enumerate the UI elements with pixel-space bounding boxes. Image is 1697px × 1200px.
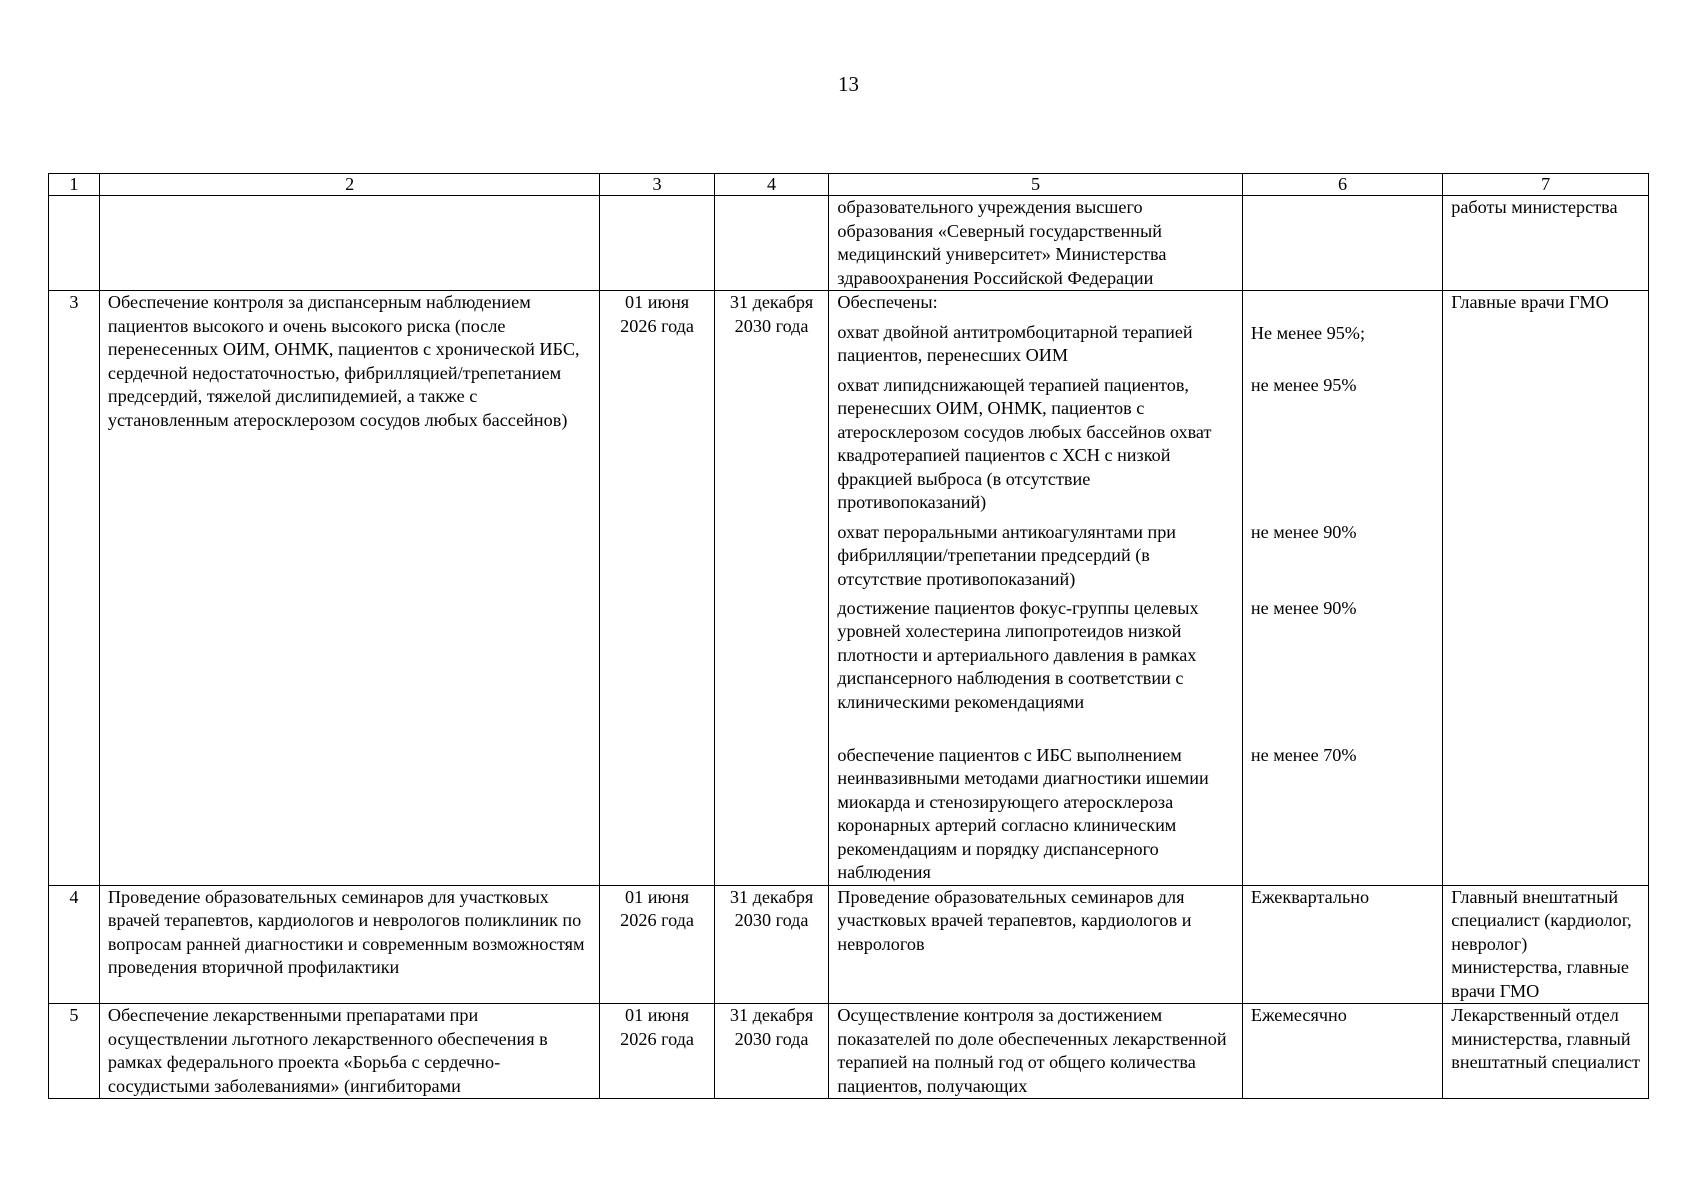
end-date-cell: 31 декабря 2030 года xyxy=(714,1004,829,1099)
result-value: не менее 90% xyxy=(1250,597,1357,618)
page-number: 13 xyxy=(838,72,859,96)
start-date-cell xyxy=(600,196,715,291)
result-cell xyxy=(829,291,1243,886)
value-cell xyxy=(1242,291,1442,886)
end-date-cell: 31 декабря 2030 года xyxy=(714,291,829,886)
result-value: Не менее 95%; xyxy=(1250,322,1366,343)
column-header: 6 xyxy=(1242,174,1442,196)
result-cell: Проведение образовательных семинаров для участковых врачей терапевтов, кардиологов и неврологов xyxy=(829,885,1243,1004)
row-number-cell: 3 xyxy=(49,291,100,886)
measure-cell: Обеспечение лекарственными препаратами при осуществлении льготного лекарственного обеспечения в рамках федерального проекта «Борьба с сердечно-сосудистыми заболеваниями» (ингибиторами xyxy=(99,1004,599,1099)
column-header: 5 xyxy=(829,174,1243,196)
start-date-cell: 01 июня 2026 года xyxy=(600,885,715,1004)
responsible-cell: работы министерства xyxy=(1443,196,1649,291)
result-item: охват двойной антитромбоцитарной терапией пациентов, перенесших ОИМ xyxy=(837,321,1193,365)
table-row-3 xyxy=(49,291,1649,886)
table-row-continued xyxy=(49,196,1649,291)
result-item: охват пероральными антикоагулянтами при фибрилляции/трепетании предсердий (в отсутствие противопоказаний) xyxy=(837,521,1177,589)
column-header: 1 xyxy=(49,174,100,196)
column-header: 7 xyxy=(1443,174,1649,196)
result-intro: Обеспечены: xyxy=(837,292,938,312)
measure-cell: Проведение образовательных семинаров для участковых врачей терапевтов, кардиологов и неврологов поликлиник по вопросам ранней диагностики и современным возможностям проведения вторичной профилактики xyxy=(99,885,599,1004)
row-number-cell xyxy=(49,196,100,291)
value-cell xyxy=(1242,196,1442,291)
responsible-cell: Главные врачи ГМО xyxy=(1443,291,1649,886)
value-cell: Ежеквартально xyxy=(1242,885,1442,1004)
column-header: 2 xyxy=(99,174,599,196)
table-header-row xyxy=(49,174,1649,196)
end-date-cell: 31 декабря 2030 года xyxy=(714,885,829,1004)
measure-cell: Обеспечение контроля за диспансерным наблюдением пациентов высокого и очень высокого риска (после перенесенных ОИМ, ОНМК, пациентов с хронической ИБС, сердечной недостаточностью, фибрилляцией/трепетанием предсердий, тяжелой дислипидемией, а также с установленным атеросклерозом сосудов любых бассейнов) xyxy=(99,291,599,886)
result-item: охват липидснижающей терапией пациентов, перенесших ОИМ, ОНМК, пациентов с атеросклерозом сосудов любых бассейнов охват квадротерапией пациентов с ХСН с низкой фракцией выброса (в отсутствие противопоказаний) xyxy=(837,374,1212,512)
result-item: обеспечение пациентов с ИБС выполнением неинвазивными методами диагностики ишемии миокарда и стенозирующего атеросклероза коронарных артерий согласно клиническим рекомендациям и порядку диспансерного наблюдения xyxy=(837,744,1209,882)
start-date-cell: 01 июня 2026 года xyxy=(600,1004,715,1099)
column-header: 3 xyxy=(600,174,715,196)
row-number-cell: 4 xyxy=(49,885,100,1004)
result-value: не менее 90% xyxy=(1250,521,1357,542)
column-header: 4 xyxy=(714,174,829,196)
result-cell: образовательного учреждения высшего образования «Северный государственный медицинский университет» Министерства здравоохранения Российской Федерации xyxy=(829,196,1243,291)
result-value: не менее 95% xyxy=(1250,374,1357,395)
table-row-4 xyxy=(49,885,1649,1004)
measure-cell xyxy=(99,196,599,291)
value-cell: Ежемесячно xyxy=(1242,1004,1442,1099)
table-row-5 xyxy=(49,1004,1649,1099)
result-value: не менее 70% xyxy=(1250,744,1357,765)
responsible-cell: Главный внештатный специалист (кардиолог, невролог) министерства, главные врачи ГМО xyxy=(1443,885,1649,1004)
end-date-cell xyxy=(714,196,829,291)
result-item: достижение пациентов фокус-группы целевых уровней холестерина липопротеидов низкой плотности и артериального давления в рамках диспансерного наблюдения в соответствии с клиническими рекомендациями xyxy=(837,597,1199,712)
row-number-cell: 5 xyxy=(49,1004,100,1099)
responsible-cell: Лекарственный отдел министерства, главный внештатный специалист xyxy=(1443,1004,1649,1099)
measures-table xyxy=(48,173,1649,1099)
start-date-cell: 01 июня 2026 года xyxy=(600,291,715,886)
result-cell: Осуществление контроля за достижением показателей по доле обеспеченных лекарственной терапией на полный год от общего количества пациентов, получающих xyxy=(829,1004,1243,1099)
